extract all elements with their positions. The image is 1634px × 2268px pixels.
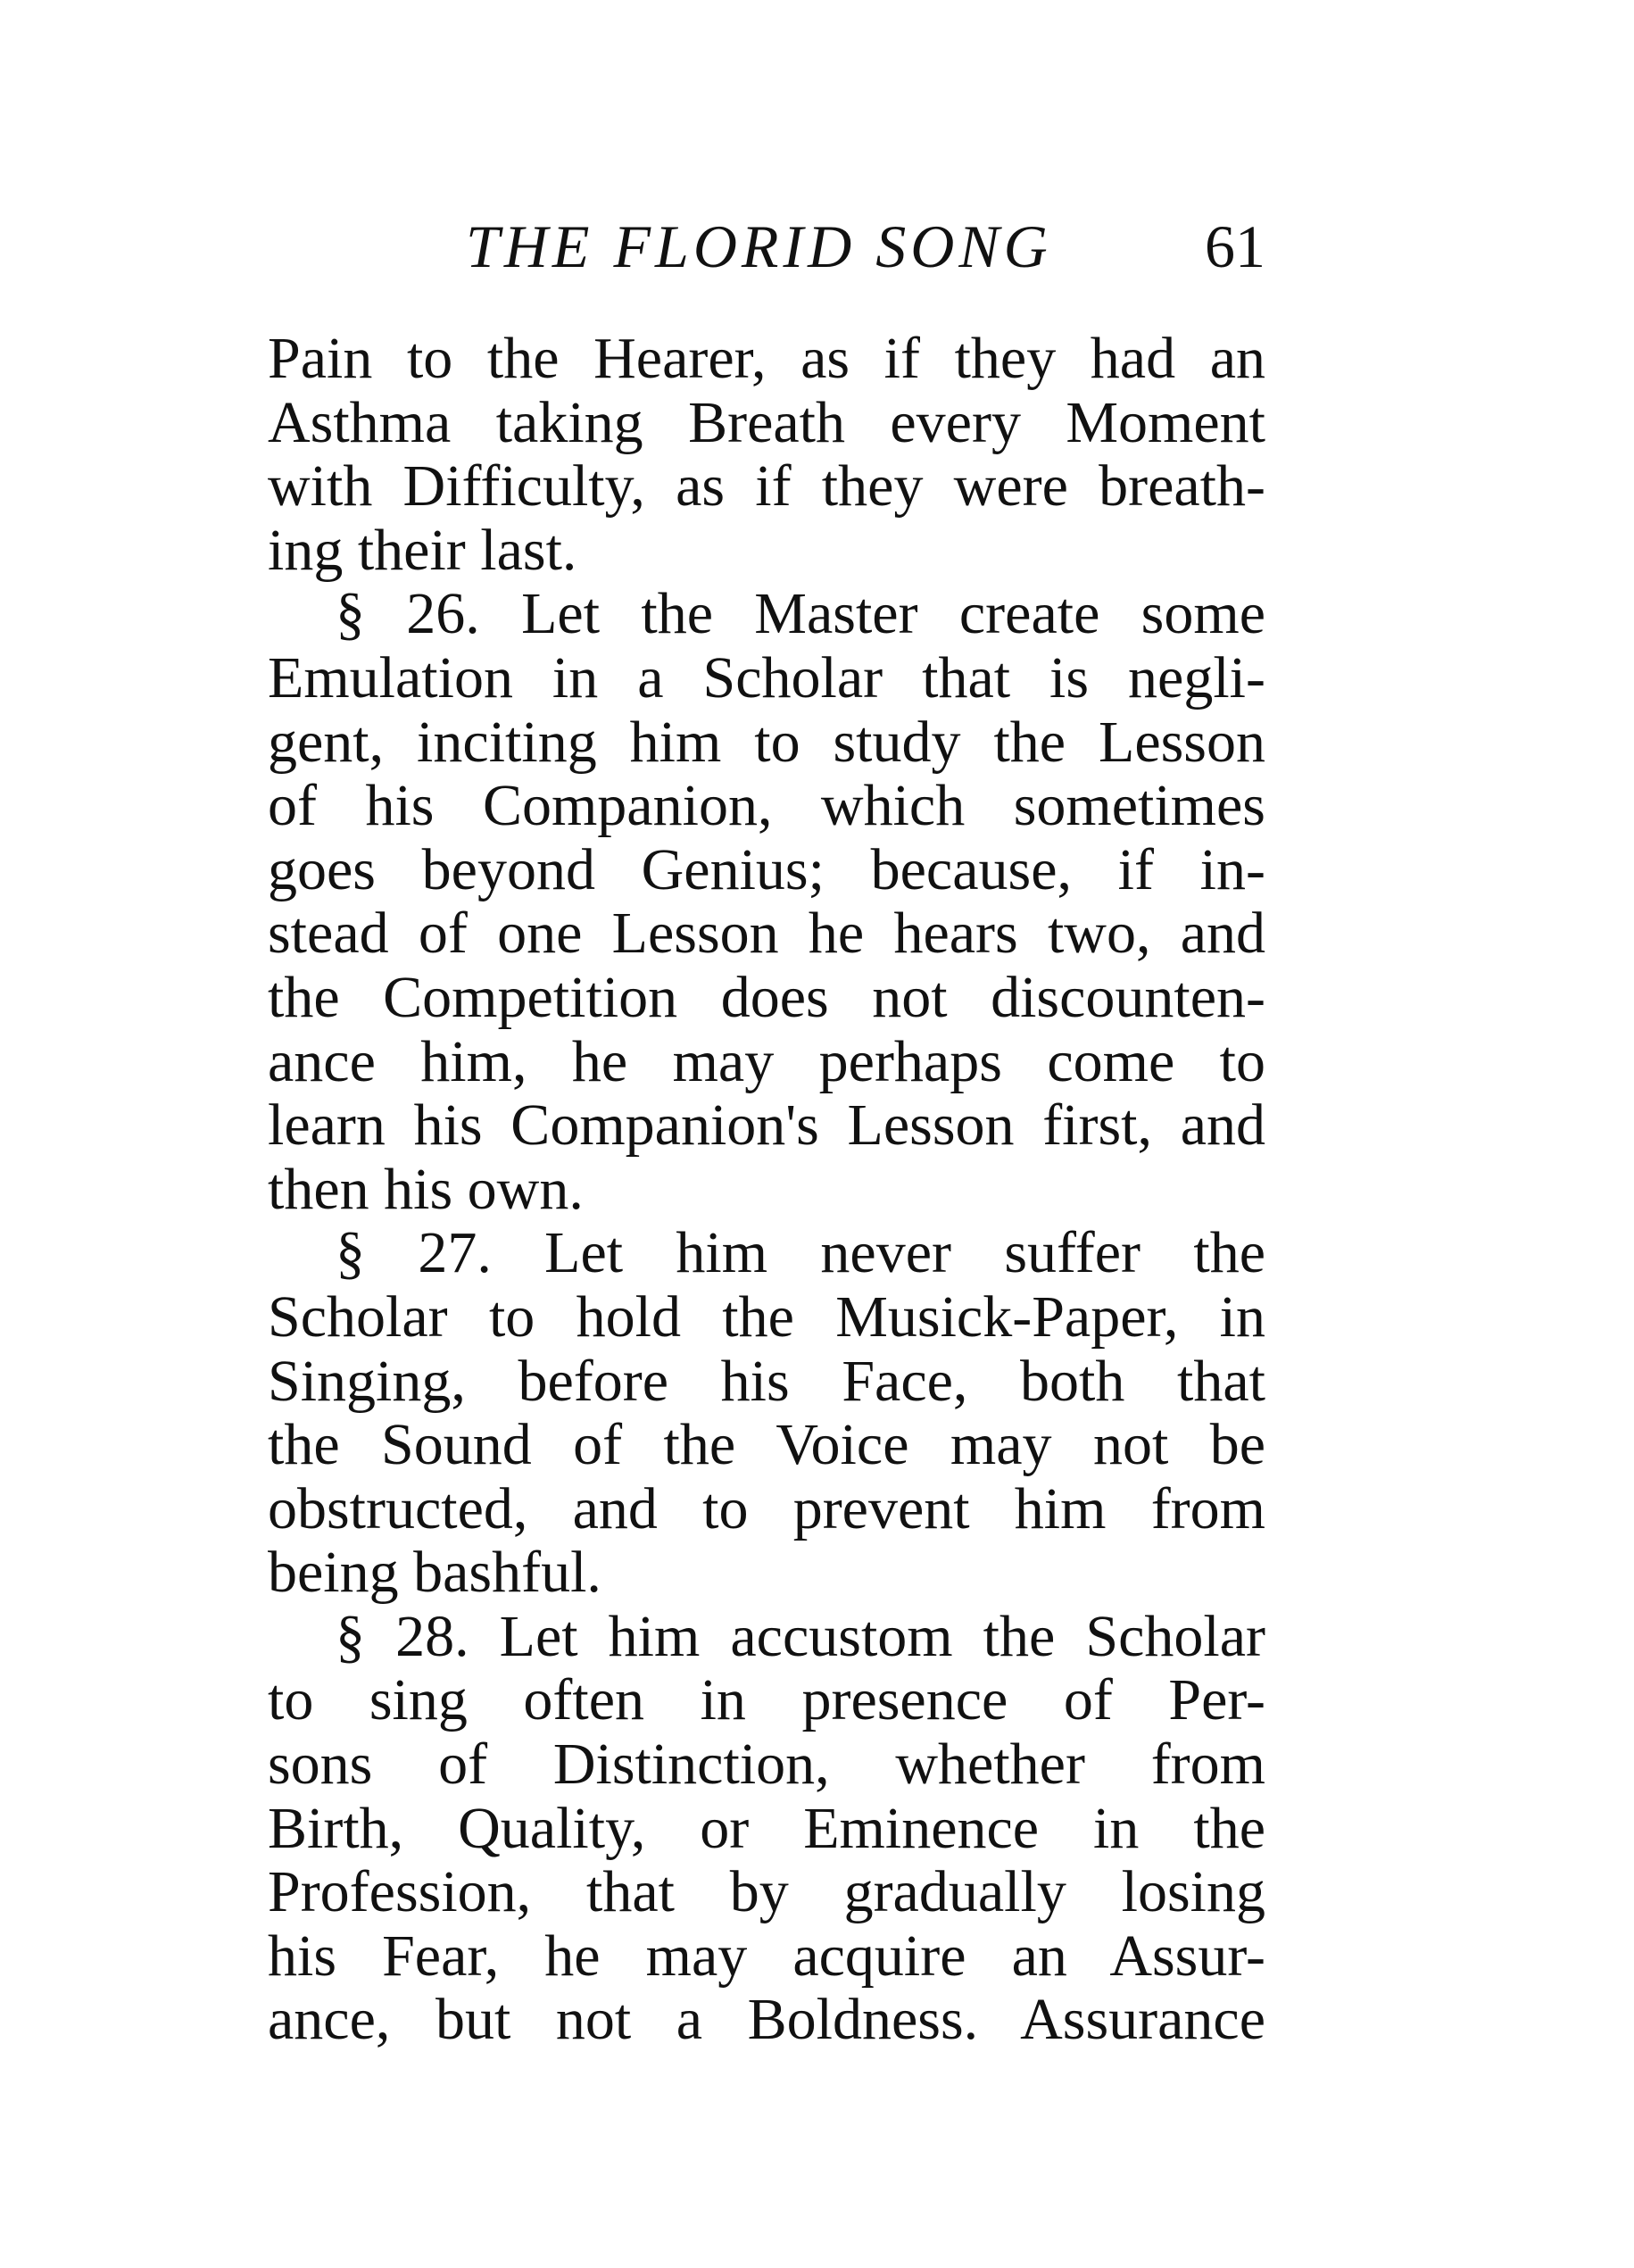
body-text xyxy=(268,327,1265,2052)
page-number: 61 xyxy=(1205,212,1265,280)
text-line: Asthma taking Breath every Moment xyxy=(268,389,1265,455)
text-line: sons of Distinction, whether from xyxy=(268,1732,1265,1798)
text-line: Profession, that by gradually losing xyxy=(268,1859,1265,1925)
text-line: the Competition does not discounten- xyxy=(268,964,1265,1030)
text-line: Singing, before his Face, both that xyxy=(268,1348,1265,1414)
text-line: ing their last. xyxy=(268,517,577,583)
text-line: the Sound of the Voice may not be xyxy=(268,1412,1265,1478)
text-line: § 27. Let him never suffer the xyxy=(336,1220,1265,1286)
text-line: of his Companion, which sometimes xyxy=(268,773,1265,839)
page-header xyxy=(268,211,1265,282)
text-line: ance, but not a Boldness. Assurance xyxy=(268,1987,1265,2053)
text-line: gent, inciting him to study the Lesson xyxy=(268,709,1265,775)
text-line: obstructed, and to prevent him from xyxy=(268,1475,1265,1541)
text-line: learn his Companion's Lesson first, and xyxy=(268,1092,1265,1159)
text-line: Scholar to hold the Musick-Paper, in xyxy=(268,1284,1265,1350)
text-line: with Difficulty, as if they were breath- xyxy=(268,453,1265,519)
text-line: to sing often in presence of Per- xyxy=(268,1667,1265,1733)
text-line: § 26. Let the Master create some xyxy=(336,581,1265,647)
text-line: ance him, he may perhaps come to xyxy=(268,1028,1265,1094)
text-line: Pain to the Hearer, as if they had an xyxy=(268,326,1265,391)
running-title: THE FLORID SONG xyxy=(466,212,1052,280)
text-line: stead of one Lesson he hears two, and xyxy=(268,901,1265,967)
text-line: then his own. xyxy=(268,1156,584,1222)
text-line: Birth, Quality, or Eminence in the xyxy=(268,1795,1265,1861)
text-line: Emulation in a Scholar that is negli- xyxy=(268,644,1265,710)
text-line: goes beyond Genius; because, if in- xyxy=(268,836,1265,902)
text-line: his Fear, he may acquire an Assur- xyxy=(268,1923,1265,1989)
text-line: § 28. Let him accustom the Scholar xyxy=(336,1603,1265,1669)
text-line: being bashful. xyxy=(268,1540,601,1606)
